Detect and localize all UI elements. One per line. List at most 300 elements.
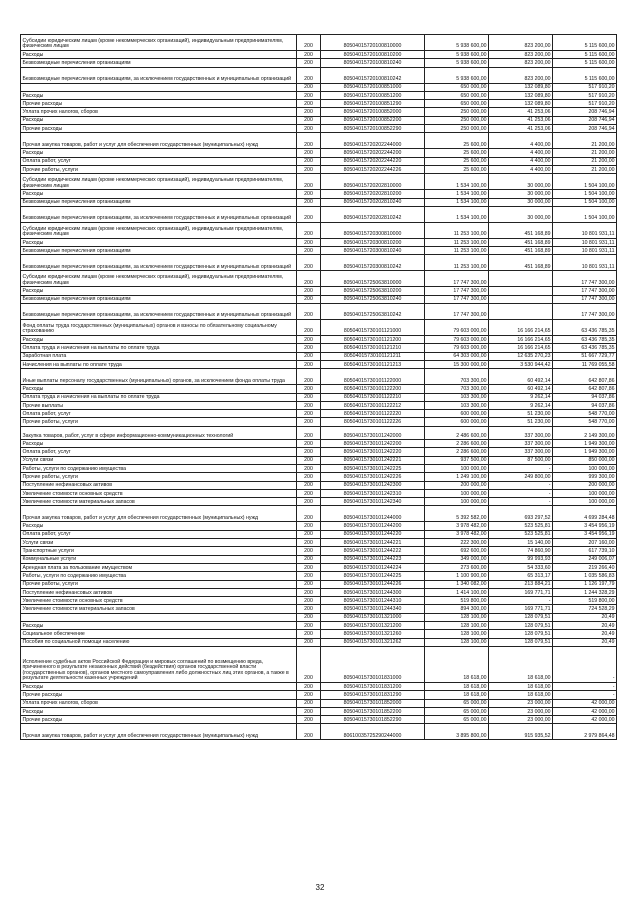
row-kbk-cell: 80504015720100810242 — [321, 67, 425, 83]
row-kbk-cell: 80504015720100852000 — [321, 108, 425, 116]
row-executed-amount-cell: 169 771,71 — [489, 605, 553, 613]
row-approved-amount-cell: 1 340 082,00 — [425, 580, 489, 588]
row-kbk-cell: 80504015730101122000 — [321, 369, 425, 385]
row-code-cell: 200 — [297, 190, 321, 198]
row-remaining-amount-cell: 17 747 300,00 — [553, 271, 617, 287]
row-executed-amount-cell: 4 400,00 — [489, 133, 553, 149]
row-code-cell: 200 — [297, 255, 321, 271]
row-code-cell: 200 — [297, 344, 321, 352]
table-row — [21, 133, 617, 149]
row-remaining-amount-cell: 5 115 600,00 — [553, 59, 617, 67]
row-remaining-amount-cell: 1 504 100,00 — [553, 206, 617, 222]
row-name-cell: Коммунальные услуги — [21, 555, 297, 563]
row-remaining-amount-cell: 21 200,00 — [553, 157, 617, 165]
row-kbk-cell: 80504015720100810240 — [321, 59, 425, 67]
row-name-cell: Расходы — [21, 336, 297, 344]
table-row — [21, 100, 617, 108]
row-name-cell: Прочие расходы — [21, 125, 297, 133]
row-name-cell: Субсидии юридическим лицам (кроме некоммерческих организаций), индивидуальным предпринимателям, физическим лицам — [21, 222, 297, 238]
row-executed-amount-cell: 16 166 214,65 — [489, 336, 553, 344]
row-approved-amount-cell: 1 534 100,00 — [425, 174, 489, 190]
row-kbk-cell: 80504015730101244222 — [321, 547, 425, 555]
row-approved-amount-cell: 200 000,00 — [425, 481, 489, 489]
row-code-cell: 200 — [297, 707, 321, 715]
row-remaining-amount-cell: 200 000,00 — [553, 481, 617, 489]
row-name-cell: Фонд оплаты труда государственных (муниципальных) органов и взносы по обязательному социальному страхованию — [21, 320, 297, 336]
row-remaining-amount-cell: 548 770,00 — [553, 418, 617, 426]
row-remaining-amount-cell: 21 200,00 — [553, 149, 617, 157]
row-approved-amount-cell: 703 300,00 — [425, 385, 489, 393]
row-remaining-amount-cell: 63 436 785,35 — [553, 320, 617, 336]
row-name-cell: Расходы — [21, 91, 297, 99]
row-executed-amount-cell: 132 089,80 — [489, 83, 553, 91]
row-approved-amount-cell: 128 100,00 — [425, 622, 489, 630]
row-code-cell: 200 — [297, 157, 321, 165]
row-name-cell: Расходы — [21, 682, 297, 690]
row-approved-amount-cell: 17 747 300,00 — [425, 304, 489, 320]
row-approved-amount-cell: 65 000,00 — [425, 707, 489, 715]
row-approved-amount-cell: 18 618,00 — [425, 646, 489, 682]
row-approved-amount-cell: 25 600,00 — [425, 149, 489, 157]
table-row — [21, 563, 617, 571]
row-code-cell: 200 — [297, 67, 321, 83]
row-executed-amount-cell: 23 000,00 — [489, 716, 553, 724]
row-name-cell: Безвозмездные перечисления организациям, за исключением государственных и муниципальных организаций — [21, 255, 297, 271]
table-row — [21, 456, 617, 464]
row-code-cell: 200 — [297, 287, 321, 295]
row-code-cell: 200 — [297, 247, 321, 255]
row-remaining-amount-cell: 208 746,94 — [553, 108, 617, 116]
row-executed-amount-cell: 23 000,00 — [489, 707, 553, 715]
row-approved-amount-cell: 103 300,00 — [425, 393, 489, 401]
row-remaining-amount-cell: 517 910,20 — [553, 83, 617, 91]
row-executed-amount-cell: 451 168,89 — [489, 255, 553, 271]
row-approved-amount-cell: 79 603 000,00 — [425, 344, 489, 352]
row-approved-amount-cell: 600 000,00 — [425, 410, 489, 418]
row-remaining-amount-cell: 642 807,86 — [553, 369, 617, 385]
row-code-cell: 200 — [297, 489, 321, 497]
row-code-cell: 200 — [297, 588, 321, 596]
page-number: 32 — [315, 883, 325, 892]
row-remaining-amount-cell: 20,49 — [553, 638, 617, 646]
row-kbk-cell: 80504015730101244226 — [321, 580, 425, 588]
row-remaining-amount-cell: 850 000,00 — [553, 456, 617, 464]
row-remaining-amount-cell: 5 115 600,00 — [553, 51, 617, 59]
row-code-cell: 200 — [297, 222, 321, 238]
row-remaining-amount-cell: 207 160,00 — [553, 539, 617, 547]
row-approved-amount-cell: 65 000,00 — [425, 716, 489, 724]
row-name-cell: Расходы — [21, 522, 297, 530]
row-executed-amount-cell: 213 884,21 — [489, 580, 553, 588]
row-executed-amount-cell: 451 168,89 — [489, 247, 553, 255]
table-row — [21, 489, 617, 497]
row-approved-amount-cell: 11 253 100,00 — [425, 222, 489, 238]
row-executed-amount-cell: 41 253,06 — [489, 125, 553, 133]
row-code-cell: 200 — [297, 125, 321, 133]
row-name-cell: Расходы — [21, 238, 297, 246]
row-approved-amount-cell: 1 534 100,00 — [425, 198, 489, 206]
row-kbk-cell: 80504015730101831290 — [321, 691, 425, 699]
row-executed-amount-cell: 4 400,00 — [489, 165, 553, 173]
row-kbk-cell: 80504015730101244223 — [321, 555, 425, 563]
row-approved-amount-cell: 65 000,00 — [425, 699, 489, 707]
table-row — [21, 304, 617, 320]
row-name-cell: Безвозмездные перечисления организациям, за исключением государственных и муниципальных организаций — [21, 67, 297, 83]
table-row — [21, 51, 617, 59]
row-remaining-amount-cell: 2 149 300,00 — [553, 426, 617, 439]
row-remaining-amount-cell: 1 949 300,00 — [553, 448, 617, 456]
table-row — [21, 157, 617, 165]
row-approved-amount-cell: 650 000,00 — [425, 91, 489, 99]
row-name-cell: Исполнение судебных актов Российской Федерации и мировых соглашений по возмещению вреда, причиненного в результате незаконных действий (бездействия) органов государственной власти (государственных органов), органов местного самоуправления либо должностных лиц этих органов, а также в результате деятельности казенных учреждений — [21, 646, 297, 682]
row-code-cell: 200 — [297, 51, 321, 59]
table-row — [21, 539, 617, 547]
row-executed-amount-cell: 823 200,00 — [489, 51, 553, 59]
table-row — [21, 401, 617, 409]
row-code-cell: 200 — [297, 116, 321, 124]
table-row — [21, 622, 617, 630]
row-kbk-cell: 80504015720100852200 — [321, 116, 425, 124]
table-row — [21, 473, 617, 481]
row-remaining-amount-cell: 208 746,94 — [553, 116, 617, 124]
row-executed-amount-cell: 4 400,00 — [489, 157, 553, 165]
row-executed-amount-cell: 23 000,00 — [489, 699, 553, 707]
row-kbk-cell: 80504015720300810242 — [321, 255, 425, 271]
row-kbk-cell: 80504015730101244000 — [321, 506, 425, 522]
table-row — [21, 238, 617, 246]
table-row — [21, 360, 617, 368]
row-remaining-amount-cell: - — [553, 646, 617, 682]
row-name-cell: Уплата прочих налогов, сборов — [21, 699, 297, 707]
row-name-cell: Субсидии юридическим лицам (кроме некоммерческих организаций), индивидуальным предпринимателям, физическим лицам — [21, 174, 297, 190]
table-row — [21, 597, 617, 605]
row-code-cell: 200 — [297, 35, 321, 51]
row-code-cell: 200 — [297, 481, 321, 489]
row-remaining-amount-cell: 20,49 — [553, 622, 617, 630]
table-row — [21, 630, 617, 638]
row-executed-amount-cell: - — [489, 597, 553, 605]
row-approved-amount-cell: 3 978 482,00 — [425, 530, 489, 538]
table-row — [21, 206, 617, 222]
row-approved-amount-cell: 2 286 600,00 — [425, 440, 489, 448]
row-code-cell: 200 — [297, 555, 321, 563]
table-row — [21, 691, 617, 699]
row-remaining-amount-cell: 51 667 729,77 — [553, 352, 617, 360]
row-executed-amount-cell: 451 168,89 — [489, 238, 553, 246]
row-kbk-cell: 80504015725063810200 — [321, 287, 425, 295]
row-name-cell — [21, 83, 297, 91]
row-remaining-amount-cell: 517 910,20 — [553, 91, 617, 99]
row-approved-amount-cell: 15 300 000,00 — [425, 360, 489, 368]
row-executed-amount-cell — [489, 287, 553, 295]
row-kbk-cell: 80504015725063810000 — [321, 271, 425, 287]
row-name-cell: Прочие работы, услуги — [21, 418, 297, 426]
row-executed-amount-cell: 3 530 944,42 — [489, 360, 553, 368]
row-approved-amount-cell: 349 000,00 — [425, 555, 489, 563]
table-row — [21, 125, 617, 133]
row-approved-amount-cell: 5 938 600,00 — [425, 67, 489, 83]
row-name-cell: Уплата прочих налогов, сборов — [21, 108, 297, 116]
row-approved-amount-cell: 222 300,00 — [425, 539, 489, 547]
row-executed-amount-cell: 30 000,00 — [489, 174, 553, 190]
row-approved-amount-cell: 5 938 600,00 — [425, 59, 489, 67]
row-executed-amount-cell: - — [489, 498, 553, 506]
row-approved-amount-cell: 1 249 100,00 — [425, 473, 489, 481]
row-name-cell: Прочие расходы — [21, 716, 297, 724]
table-row — [21, 67, 617, 83]
row-approved-amount-cell: 5 392 582,00 — [425, 506, 489, 522]
row-kbk-cell: 80504015730101852200 — [321, 707, 425, 715]
table-row — [21, 506, 617, 522]
row-approved-amount-cell: 128 100,00 — [425, 613, 489, 621]
row-kbk-cell: 80504015720202810240 — [321, 198, 425, 206]
row-name-cell: Увеличение стоимости основных средств — [21, 597, 297, 605]
row-kbk-cell: 80504015730101122226 — [321, 418, 425, 426]
table-row — [21, 174, 617, 190]
row-kbk-cell: 80504015720202244220 — [321, 157, 425, 165]
row-name-cell: Работы, услуги по содержанию имущества — [21, 465, 297, 473]
row-approved-amount-cell: 1 534 100,00 — [425, 190, 489, 198]
row-name-cell: Безвозмездные перечисления организациям — [21, 247, 297, 255]
row-kbk-cell: 80504015730101244225 — [321, 572, 425, 580]
row-executed-amount-cell: 128 079,51 — [489, 613, 553, 621]
row-name-cell: Безвозмездные перечисления организациям, за исключением государственных и муниципальных организаций — [21, 206, 297, 222]
row-executed-amount-cell: 16 166 214,65 — [489, 344, 553, 352]
row-kbk-cell: 80504015730101244220 — [321, 530, 425, 538]
row-approved-amount-cell: 692 600,00 — [425, 547, 489, 555]
row-remaining-amount-cell: 642 807,86 — [553, 385, 617, 393]
row-approved-amount-cell: 1 100 900,00 — [425, 572, 489, 580]
row-name-cell: Арендная плата за пользование имуществом — [21, 563, 297, 571]
row-kbk-cell: 80504015730101321200 — [321, 622, 425, 630]
row-executed-amount-cell: 337 300,00 — [489, 448, 553, 456]
row-executed-amount-cell: - — [489, 465, 553, 473]
row-remaining-amount-cell: 1 035 586,83 — [553, 572, 617, 580]
table-row — [21, 555, 617, 563]
row-approved-amount-cell: 2 486 600,00 — [425, 426, 489, 439]
row-remaining-amount-cell: 249 006,07 — [553, 555, 617, 563]
row-approved-amount-cell: 100 000,00 — [425, 498, 489, 506]
row-remaining-amount-cell: 1 126 197,79 — [553, 580, 617, 588]
row-kbk-cell: 80504015730101121210 — [321, 344, 425, 352]
row-name-cell: Поступление нефинансовых активов — [21, 588, 297, 596]
row-approved-amount-cell: 18 618,00 — [425, 691, 489, 699]
row-code-cell: 200 — [297, 572, 321, 580]
row-remaining-amount-cell: 1 244 328,29 — [553, 588, 617, 596]
row-code-cell: 200 — [297, 691, 321, 699]
row-approved-amount-cell: 100 000,00 — [425, 489, 489, 497]
table-row — [21, 369, 617, 385]
row-executed-amount-cell: 30 000,00 — [489, 206, 553, 222]
row-kbk-cell: 80504015730101121200 — [321, 336, 425, 344]
row-code-cell: 200 — [297, 238, 321, 246]
table-row — [21, 418, 617, 426]
row-approved-amount-cell: 18 618,00 — [425, 682, 489, 690]
table-row — [21, 35, 617, 51]
row-name-cell: Расходы — [21, 287, 297, 295]
row-kbk-cell: 80504015730101242300 — [321, 481, 425, 489]
row-kbk-cell: 80504015725063810242 — [321, 304, 425, 320]
row-kbk-cell: 80504015730101242340 — [321, 498, 425, 506]
row-code-cell: 200 — [297, 108, 321, 116]
row-executed-amount-cell: 823 200,00 — [489, 67, 553, 83]
row-executed-amount-cell: 132 089,80 — [489, 91, 553, 99]
row-name-cell: Оплата труда и начисления на выплаты по оплате труда — [21, 344, 297, 352]
row-name-cell — [21, 613, 297, 621]
row-code-cell: 200 — [297, 295, 321, 303]
row-name-cell: Пособия по социальной помощи населению — [21, 638, 297, 646]
row-executed-amount-cell: 18 618,00 — [489, 682, 553, 690]
row-executed-amount-cell: 249 800,00 — [489, 473, 553, 481]
row-executed-amount-cell: 18 618,00 — [489, 646, 553, 682]
row-kbk-cell: 80504015720202810242 — [321, 206, 425, 222]
row-remaining-amount-cell: 208 746,94 — [553, 125, 617, 133]
row-remaining-amount-cell: 5 115 600,00 — [553, 35, 617, 51]
row-remaining-amount-cell: 1 949 300,00 — [553, 440, 617, 448]
row-kbk-cell: 80504015730101122200 — [321, 385, 425, 393]
row-executed-amount-cell: 65 313,17 — [489, 572, 553, 580]
row-remaining-amount-cell: 1 504 100,00 — [553, 190, 617, 198]
row-executed-amount-cell: 30 000,00 — [489, 198, 553, 206]
row-name-cell: Расходы — [21, 116, 297, 124]
row-name-cell: Прочие расходы — [21, 691, 297, 699]
row-code-cell: 200 — [297, 59, 321, 67]
row-approved-amount-cell: 128 100,00 — [425, 630, 489, 638]
row-name-cell: Прочие работы, услуги — [21, 165, 297, 173]
row-remaining-amount-cell: 1 504 100,00 — [553, 174, 617, 190]
row-kbk-cell: 80504015730101244310 — [321, 597, 425, 605]
row-approved-amount-cell: 79 603 000,00 — [425, 336, 489, 344]
row-code-cell: 200 — [297, 456, 321, 464]
row-executed-amount-cell: 4 400,00 — [489, 149, 553, 157]
row-code-cell: 200 — [297, 699, 321, 707]
row-executed-amount-cell: 523 525,81 — [489, 522, 553, 530]
row-name-cell: Оплата работ, услуг — [21, 410, 297, 418]
row-kbk-cell: 80504015730101121213 — [321, 360, 425, 368]
table-row — [21, 426, 617, 439]
table-row — [21, 646, 617, 682]
row-remaining-amount-cell: 20,49 — [553, 613, 617, 621]
row-code-cell: 200 — [297, 622, 321, 630]
row-remaining-amount-cell: 94 037,86 — [553, 401, 617, 409]
row-name-cell: Прочая закупка товаров, работ и услуг для обеспечения государственных (муниципальных) нужд — [21, 724, 297, 740]
row-remaining-amount-cell: 548 770,00 — [553, 410, 617, 418]
row-code-cell: 200 — [297, 206, 321, 222]
row-remaining-amount-cell: 2 979 864,48 — [553, 724, 617, 740]
row-kbk-cell: 80504015720202810200 — [321, 190, 425, 198]
row-code-cell: 200 — [297, 418, 321, 426]
row-name-cell: Расходы — [21, 149, 297, 157]
table-row — [21, 247, 617, 255]
row-remaining-amount-cell: 519 800,00 — [553, 597, 617, 605]
budget-execution-table — [20, 34, 617, 740]
row-remaining-amount-cell: 17 747 300,00 — [553, 295, 617, 303]
row-kbk-cell: 80504015730101321260 — [321, 630, 425, 638]
row-code-cell: 200 — [297, 174, 321, 190]
row-remaining-amount-cell: 3 454 956,19 — [553, 522, 617, 530]
row-executed-amount-cell — [489, 295, 553, 303]
row-name-cell: Прочие расходы — [21, 100, 297, 108]
row-name-cell: Безвозмездные перечисления организациям — [21, 198, 297, 206]
row-name-cell: Оплата работ, услуг — [21, 530, 297, 538]
row-code-cell: 200 — [297, 597, 321, 605]
row-kbk-cell: 80504015720202244226 — [321, 165, 425, 173]
row-kbk-cell: 80504015730101122220 — [321, 410, 425, 418]
row-remaining-amount-cell: 11 769 055,58 — [553, 360, 617, 368]
row-code-cell: 200 — [297, 522, 321, 530]
table-row — [21, 91, 617, 99]
row-executed-amount-cell: 9 262,14 — [489, 393, 553, 401]
row-kbk-cell: 80504015730101244224 — [321, 563, 425, 571]
row-executed-amount-cell: 16 166 214,65 — [489, 320, 553, 336]
row-approved-amount-cell: 64 303 000,00 — [425, 352, 489, 360]
row-kbk-cell: 80504015730101831000 — [321, 646, 425, 682]
row-kbk-cell: 80504015730101121211 — [321, 352, 425, 360]
row-kbk-cell: 80504015730101242225 — [321, 465, 425, 473]
row-remaining-amount-cell: - — [553, 682, 617, 690]
row-executed-amount-cell: 12 635 270,23 — [489, 352, 553, 360]
row-kbk-cell: 80504015730101242221 — [321, 456, 425, 464]
row-approved-amount-cell: 5 938 600,00 — [425, 51, 489, 59]
row-kbk-cell: 80504015730101831200 — [321, 682, 425, 690]
table-row — [21, 465, 617, 473]
table-row — [21, 255, 617, 271]
table-row — [21, 59, 617, 67]
row-executed-amount-cell: 915 935,52 — [489, 724, 553, 740]
row-name-cell: Закупка товаров, работ, услуг в сфере информационно-коммуникационных технологий — [21, 426, 297, 439]
row-kbk-cell: 80504015725063810240 — [321, 295, 425, 303]
row-executed-amount-cell: 60 492,14 — [489, 369, 553, 385]
row-kbk-cell: 80610035725290244000 — [321, 724, 425, 740]
row-executed-amount-cell: 128 079,51 — [489, 622, 553, 630]
row-approved-amount-cell: 25 600,00 — [425, 133, 489, 149]
row-approved-amount-cell: 11 253 100,00 — [425, 247, 489, 255]
row-remaining-amount-cell: 21 200,00 — [553, 165, 617, 173]
row-approved-amount-cell: 11 253 100,00 — [425, 255, 489, 271]
row-kbk-cell: 80504015720100851000 — [321, 83, 425, 91]
row-executed-amount-cell: 99 993,93 — [489, 555, 553, 563]
row-name-cell: Безвозмездные перечисления организациям — [21, 295, 297, 303]
row-name-cell: Оплата труда и начисления на выплаты по оплате труда — [21, 393, 297, 401]
row-remaining-amount-cell: 1 504 100,00 — [553, 198, 617, 206]
row-kbk-cell: 80504015720100852290 — [321, 125, 425, 133]
row-executed-amount-cell: 9 262,14 — [489, 401, 553, 409]
table-row — [21, 724, 617, 740]
row-approved-amount-cell: 273 600,00 — [425, 563, 489, 571]
row-code-cell: 200 — [297, 91, 321, 99]
row-code-cell: 200 — [297, 352, 321, 360]
row-kbk-cell: 80504015720202810000 — [321, 174, 425, 190]
row-approved-amount-cell: 650 000,00 — [425, 83, 489, 91]
row-name-cell: Расходы — [21, 707, 297, 715]
table-row — [21, 682, 617, 690]
table-row — [21, 580, 617, 588]
row-approved-amount-cell: 250 000,00 — [425, 116, 489, 124]
row-name-cell: Услуги связи — [21, 456, 297, 464]
row-name-cell: Социальное обеспечение — [21, 630, 297, 638]
row-name-cell: Увеличение стоимости материальных запасов — [21, 605, 297, 613]
table-row — [21, 108, 617, 116]
row-approved-amount-cell: 703 300,00 — [425, 369, 489, 385]
row-approved-amount-cell: 3 895 800,00 — [425, 724, 489, 740]
row-approved-amount-cell: 100 000,00 — [425, 465, 489, 473]
table-row — [21, 393, 617, 401]
row-code-cell: 200 — [297, 530, 321, 538]
row-remaining-amount-cell: 20,49 — [553, 630, 617, 638]
row-code-cell: 200 — [297, 448, 321, 456]
row-name-cell: Расходы — [21, 385, 297, 393]
row-code-cell: 200 — [297, 360, 321, 368]
